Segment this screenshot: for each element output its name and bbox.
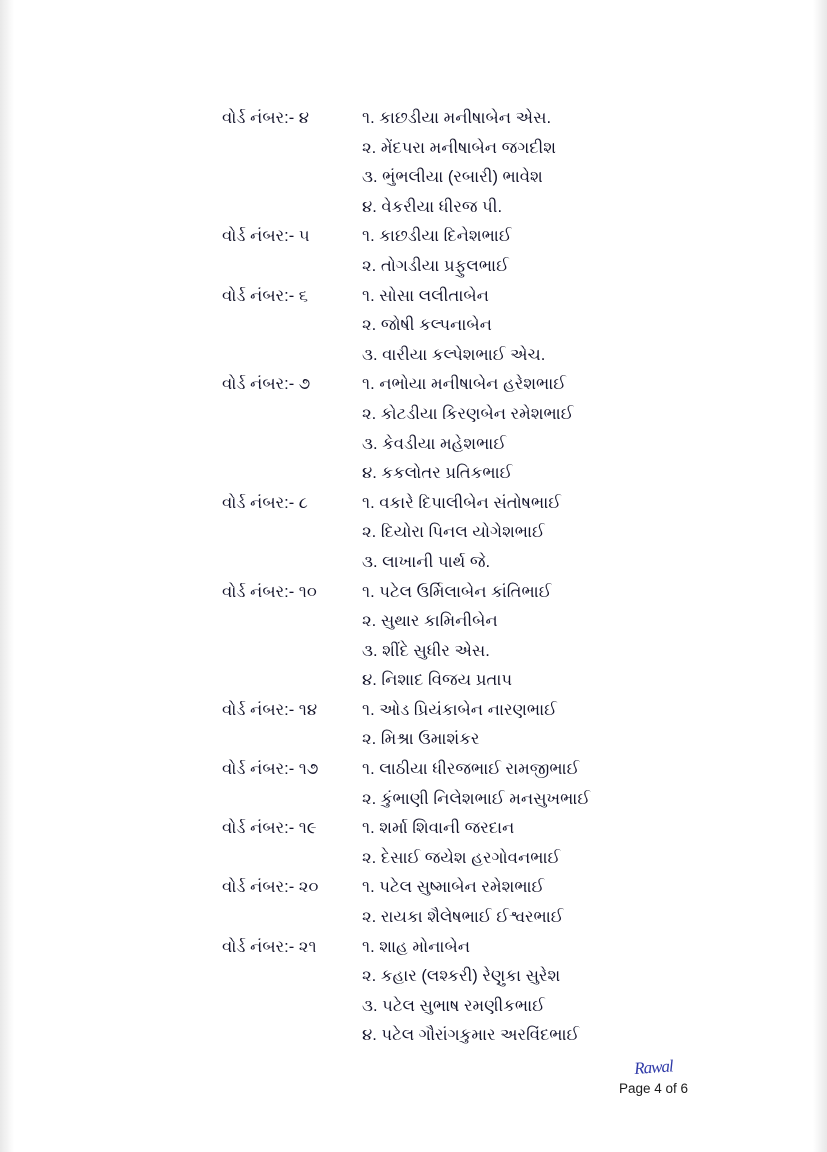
ward-member-name: ૨. કોટડીયા કિરણબેન રમેશભાઈ [362, 404, 574, 423]
ward-block [0, 696, 827, 755]
ward-block [0, 755, 827, 814]
ward-block [0, 370, 827, 488]
ward-member-list [362, 489, 827, 578]
ward-member-name: ૩. ભુંભલીયા (રબારી) ભાવેશ [362, 168, 543, 187]
ward-member-name: ૨. રાયકા શૈલેષભાઈ ઈશ્વરભાઈ [362, 908, 564, 927]
ward-member-name: ૨. કુંભાણી નિલેશભાઈ મનસુખભાઈ [362, 789, 591, 808]
ward-block [0, 489, 827, 578]
ward-member-name: ૨. દેસાઈ જયેશ હરગોવનભાઈ [362, 848, 561, 867]
ward-member-list [362, 814, 827, 873]
ward-member-name: ૧. શાહ મોનાબેન [362, 937, 470, 956]
ward-member-name: ૧. કાછડીયા મનીષાબેન એસ. [362, 109, 552, 127]
ward-label: વોર્ડ નંબર:- ૨૦ [222, 878, 319, 897]
ward-block [0, 222, 827, 281]
ward-label: વોર્ડ નંબર:- ૧૭ [222, 760, 319, 779]
ward-member-name: ૩. વારીયા કલ્પેશભાઈ એચ. [362, 345, 546, 364]
ward-label: વોર્ડ નંબર:- ૪ [222, 109, 310, 127]
ward-label: વોર્ડ નંબર:- ૨૧ [222, 937, 317, 956]
ward-member-list [362, 873, 827, 932]
ward-member-name: ૩. પટેલ સુભાષ રમણીકભાઈ [362, 996, 545, 1015]
ward-member-name: ૩. લાખાની પાર્થ જે. [362, 552, 491, 571]
ward-member-list [362, 933, 827, 1051]
ward-member-name: ૧. કાછડીયા દિનેશભાઈ [362, 227, 512, 246]
ward-block [0, 578, 827, 696]
ward-list [0, 104, 827, 1051]
ward-member-name: ૨. જોષી કલ્પનાબેન [362, 316, 492, 335]
ward-member-name: ૧. ઓડ પ્રિયંકાબેન નારણભાઈ [362, 700, 557, 719]
ward-member-name: ૧. નભોયા મનીષાબેન હરેશભાઈ [362, 375, 567, 394]
ward-member-name: ૩. કેવડીયા મહેશભાઈ [362, 434, 507, 453]
ward-label: વોર્ડ નંબર:- ૬ [222, 286, 309, 305]
ward-member-name: ૨. કહાર (લશ્કરી) રેણુકા સુરેશ [362, 967, 561, 986]
ward-member-name: ૧. શર્મા શિવાની જરદાન [362, 819, 515, 838]
ward-block [0, 814, 827, 873]
ward-label: વોર્ડ નંબર:- ૧૦ [222, 582, 317, 601]
ward-member-name: ૨. સુથાર કામિનીબેન [362, 612, 498, 631]
ward-member-list [362, 696, 827, 755]
ward-member-name: ૧. પટેલ ઉર્મિલાબેન કાંતિભાઈ [362, 582, 552, 601]
ward-label: વોર્ડ નંબર:- ૮ [222, 493, 308, 512]
ward-member-name: ૧. લાઠીયા ધીરજભાઈ રામજીભાઈ [362, 760, 580, 779]
ward-block [0, 104, 827, 222]
ward-label: વોર્ડ નંબર:- ૭ [222, 375, 311, 394]
ward-member-name: ૨. મેંદપરા મનીષાબેન જગદીશ [362, 138, 556, 157]
ward-member-name: ૧. વકારે દિપાલીબેન સંતોષભાઈ [362, 493, 561, 512]
ward-member-list [362, 222, 827, 281]
ward-member-name: ૪. કકલોતર પ્રતિકભાઈ [362, 464, 513, 483]
ward-member-name: ૪. વેકરીયા ધીરજ પી. [362, 197, 503, 216]
ward-member-list [362, 104, 827, 222]
page-number: Page 4 of 6 [619, 1081, 689, 1096]
ward-member-list [362, 282, 827, 371]
ward-label: વોર્ડ નંબર:- ૧૪ [222, 700, 318, 719]
ward-member-name: ૩. શીંદે સુધીર એસ. [362, 641, 490, 660]
ward-member-name: ૨. તોગડીયા પ્રફુલભાઈ [362, 256, 509, 275]
ward-member-list [362, 578, 827, 696]
ward-block [0, 282, 827, 371]
ward-member-list [362, 370, 827, 488]
ward-member-name: ૪. પટેલ ગૌરાંગકુમાર અરવિંદભાઈ [362, 1026, 580, 1045]
ward-block [0, 873, 827, 932]
ward-label: વોર્ડ નંબર:- ૫ [222, 227, 310, 246]
ward-member-name: ૨. મિશ્રા ઉમાશંકર [362, 730, 480, 749]
signature: Rawal [633, 1056, 674, 1079]
ward-block [0, 933, 827, 1051]
ward-member-name: ૧. સોસા લલીતાબેન [362, 286, 489, 305]
ward-label: વોર્ડ નંબર:- ૧૯ [222, 819, 317, 838]
ward-member-name: ૪. નિશાદ વિજય પ્રતાપ [362, 671, 513, 690]
ward-member-name: ૨. દિયોરા પિનલ યોગેશભાઈ [362, 523, 545, 542]
page-footer [619, 1056, 769, 1096]
ward-member-name: ૧. પટેલ સુષ્માબેન રમેશભાઈ [362, 878, 545, 897]
ward-member-list [362, 755, 827, 814]
